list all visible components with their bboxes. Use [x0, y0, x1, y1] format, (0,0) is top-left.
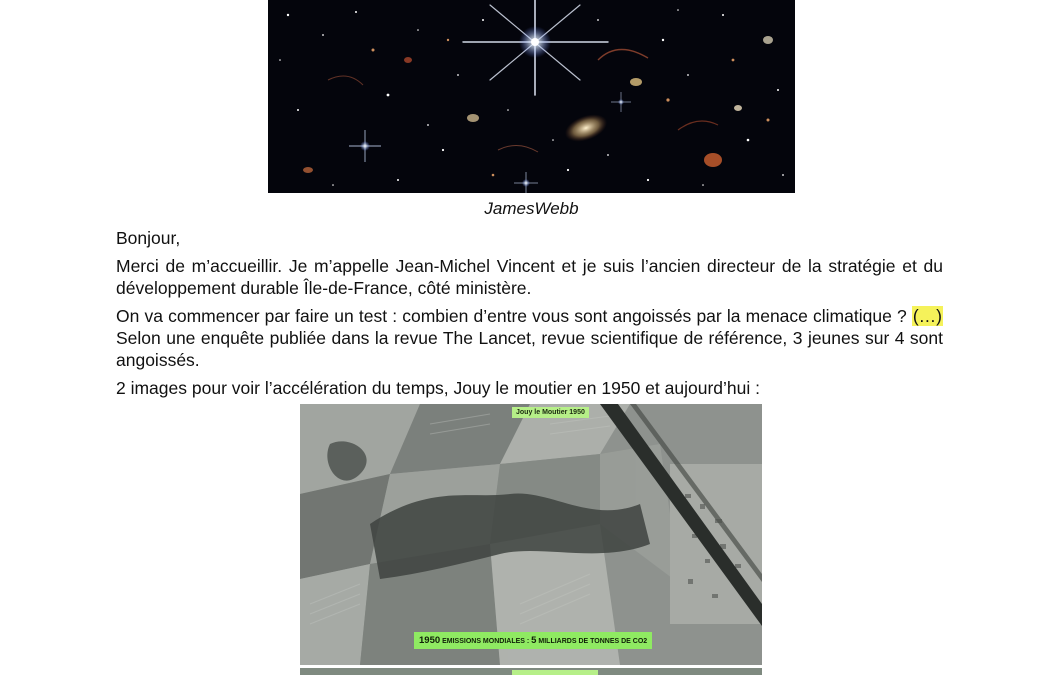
aerial-photo-1950 [300, 404, 762, 665]
aerial-top-label: Jouy le Moutier 1950 [512, 407, 589, 418]
deep-field-graphic [268, 0, 795, 193]
highlighted-ellipsis: (…) [912, 306, 942, 326]
emissions-text-b: MILLIARDS DE TONNES DE CO2 [536, 638, 648, 645]
images-intro-paragraph: 2 images pour voir l’accélération du temps, Jouy le moutier en 1950 et aujourd’hui : [116, 378, 760, 398]
test-paragraph-start: On va commencer par faire un test : combien d’entre vous sont angoissés par la menace climatique ? [116, 306, 912, 326]
emissions-number: 5 [531, 635, 537, 646]
aerial-today-label [512, 670, 598, 675]
introduction-paragraph: Merci de m’accueillir. Je m’appelle Jean-Michel Vincent et je suis l’ancien directeur de la stratégie et du développement durable Île-de-France, côté ministère. [116, 256, 943, 298]
james-webb-deep-field-image [268, 0, 795, 193]
emissions-year: 1950 [419, 635, 441, 646]
test-paragraph-end: Selon une enquête publiée dans la revue The Lancet, revue scientifique de référence, 3 jeunes sur 4 sont angoissés. [116, 328, 943, 370]
aerial-emissions-label [414, 632, 652, 649]
aerial-fields-graphic [300, 404, 762, 665]
greeting-paragraph: Bonjour, [116, 228, 181, 248]
image-caption: JamesWebb [484, 199, 579, 218]
aerial-photo-today [300, 668, 762, 675]
emissions-text-a: EMISSIONS MONDIALES : [440, 638, 532, 645]
test-paragraph [116, 305, 943, 371]
